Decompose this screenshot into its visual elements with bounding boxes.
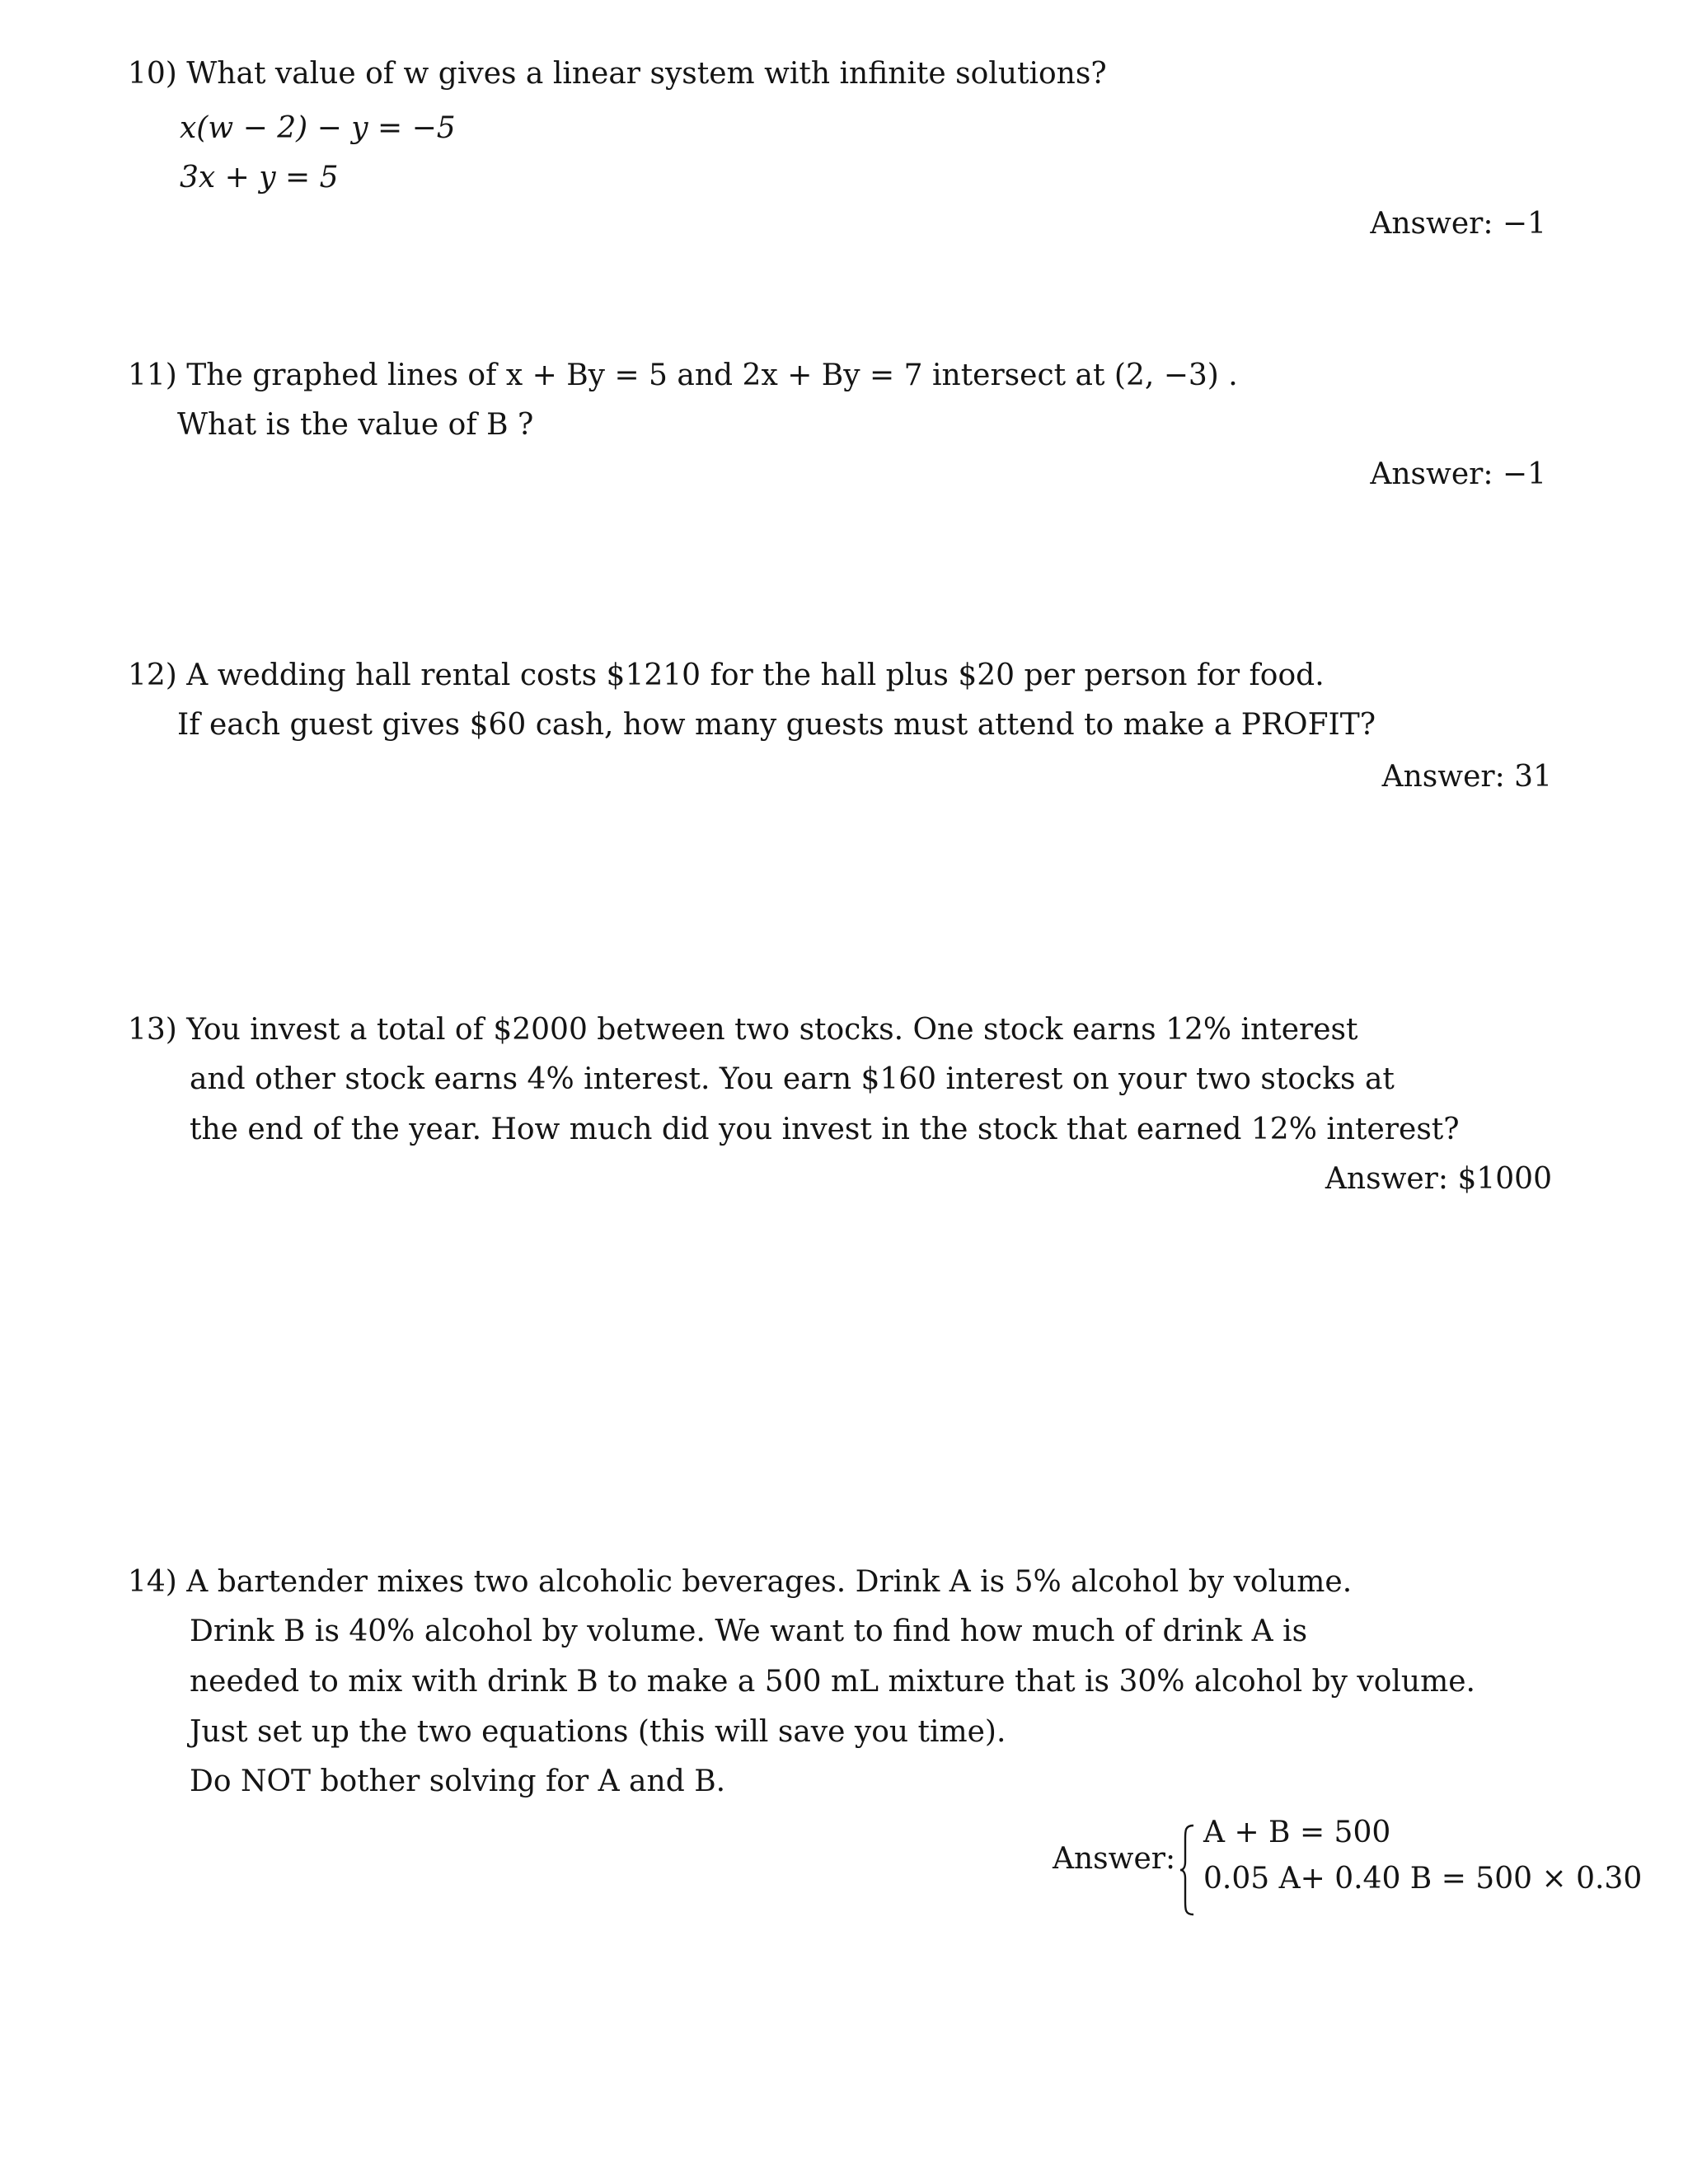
q10-equation-2: 3x + y = 5 (180, 161, 339, 194)
q12-question-line-1: 12) A wedding hall rental costs $1210 for the hall plus $20 per person for food. (128, 658, 1325, 692)
q13-question-line-1: 13) You invest a total of $2000 between two stocks. One stock earns 12% interest (128, 1013, 1358, 1047)
q13-question-line-3: the end of the year. How much did you invest in the stock that earned 12% interest? (190, 1113, 1460, 1146)
q14-answer-label: Answer: (1053, 1842, 1176, 1876)
q10-equation-1: x(w − 2) − y = −5 (180, 111, 456, 145)
q10-question-text: 10) What value of w gives a linear system with infinite solutions? (128, 57, 1107, 91)
q14-answer-equation-2: 0.05 A+ 0.40 B = 500 × 0.30 (1203, 1862, 1643, 1896)
q12-question-line-2: If each guest gives $60 cash, how many guests must attend to make a PROFIT? (177, 708, 1376, 742)
q14-question-line-5: Do NOT bother solving for A and B. (190, 1765, 726, 1798)
q11-question-line-1: 11) The graphed lines of x + By = 5 and 2x + By = 7 intersect at (2, −3) . (128, 359, 1238, 392)
q13-question-line-2: and other stock earns 4% interest. You earn $160 interest on your two stocks at (190, 1062, 1395, 1096)
q14-question-line-4: Just set up the two equations (this will save you time). (190, 1715, 1006, 1749)
q14-answer-equation-1: A + B = 500 (1203, 1816, 1391, 1849)
left-brace-icon (1179, 1824, 1197, 1916)
q10-answer: Answer: −1 (1370, 207, 1546, 241)
q14-question-line-2: Drink B is 40% alcohol by volume. We want to find how much of drink A is (190, 1615, 1308, 1648)
q13-answer: Answer: $1000 (1325, 1162, 1552, 1196)
q11-question-line-2: What is the value of B ? (177, 408, 534, 442)
q14-question-line-3: needed to mix with drink B to make a 500 mL mixture that is 30% alcohol by volume. (190, 1665, 1475, 1699)
q12-answer: Answer: 31 (1381, 760, 1552, 794)
q14-question-line-1: 14) A bartender mixes two alcoholic beverages. Drink A is 5% alcohol by volume. (128, 1565, 1353, 1599)
q11-answer: Answer: −1 (1370, 457, 1546, 491)
